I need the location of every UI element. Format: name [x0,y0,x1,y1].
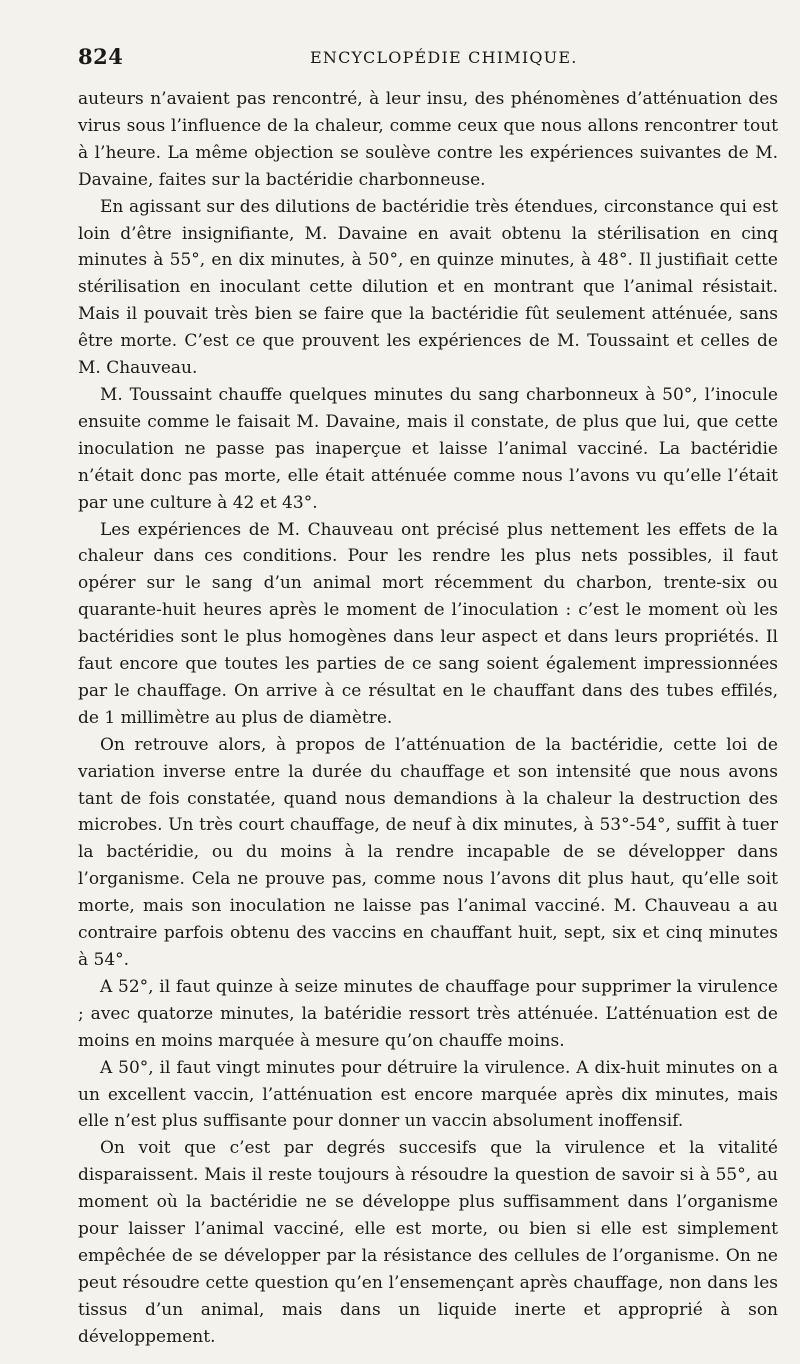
running-title: ENCYCLOPÉDIE CHIMIQUE. [310,48,578,67]
paragraph-toussaint: M. Toussaint chauffe quelques minutes du sang charbonneux à 50°, l’inocule ensuite comme le faisait M. Davaine, mais il constate, de plus que lui, que cette inoculation ne passe pas inaperçue et laisse l’animal vacciné. La bactéridie n’était donc pas morte, elle était atténuée comme nous l’avons vu qu’elle l’était par une culture à 42 et 43°. [78,384,778,513]
body-text [78,86,778,1351]
page-header [78,44,778,74]
paragraph-inverse-variation: On retrouve alors, à propos de l’atténuation de la bactéridie, cette loi de variation inverse entre la durée du chauffage et son intensité que nous avons tant de fois constatée, quand nous demandions à la chaleur la destruction des microbes. Un très court chauffage, de neuf à dix minutes, à 53°-54°, suffit à tuer la bactéridie, ou du moins à la rendre incapable de se développer dans l’organisme. Cela ne prouve pas, comme nous l’avons dit plus haut, qu’elle soit morte, mais son inoculation ne laisse pas l’animal vacciné. M. Chauveau a au contraire parfois obtenu des vaccins en chauffant huit, sept, six et cinq minutes à 54°. [78,734,778,970]
paragraph-continued: auteurs n’avaient pas rencontré, à leur insu, des phénomènes d’atténuation des virus sous l’influence de la chaleur, comme ceux que nous allons rencontrer tout à l’heure. La même objection se soulève contre les expériences suivantes de M. Davaine, faites sur la bactéridie charbonneuse. [78,89,778,190]
paragraph-52-degrees: A 52°, il faut quinze à seize minutes de chauffage pour supprimer la virulence ; avec quatorze minutes, la batéridie ressort très atténuée. L’atténuation est de moins en moins marquée à mesure qu’on chauffe moins. [78,976,778,1051]
page-number: 824 [78,44,124,69]
paragraph-davaine-dilutions: En agissant sur des dilutions de bactéridie très étendues, circonstance qui est loin d’être insignifiante, M. Davaine en avait obtenu la stérilisation en cinq minutes à 55°, en dix minutes, à 50°, en quinze minutes, à 48°. Il justifiait cette stérilisation en inoculant cette dilution et en montrant que l’animal résistait. Mais il pouvait très bien se faire que la bactéridie fût seulement atténuée, sans être morte. C’est ce que prouvent les expériences de M. Toussaint et celles de M. Chauveau. [78,196,778,379]
paragraph-50-degrees: A 50°, il faut vingt minutes pour détruire la virulence. A dix-huit minutes on a un excellent vaccin, l’atténuation est encore marquée après dix minutes, mais elle n’est plus suffisante pour donner un vaccin absolument inoffensif. [78,1057,778,1132]
paragraph-conclusion: On voit que c’est par degrés succesifs que la virulence et la vitalité disparaissent. Mais il reste toujours à résoudre la question de savoir si à 55°, au moment où la bactéridie ne se développe plus suffisamment dans l’organisme pour laisser l’animal vacciné, elle est morte, ou bien si elle est simplement empêchée de se développer par la résistance des cellules de l’organisme. On ne peut résoudre cette question qu’en l’ensemençant après chauffage, non dans les tissus d’un animal, mais dans un liquide inerte et approprié à son développement. [78,1138,778,1347]
paragraph-chauveau-experiments: Les expériences de M. Chauveau ont précisé plus nettement les effets de la chaleur dans ces conditions. Pour les rendre les plus nets possibles, il faut opérer sur le sang d’un animal mort récemment du charbon, trente-six ou quarante-huit heures après le moment de l’inoculation : c’est le moment où les bactéridies sont le plus homogènes dans leur aspect et dans leurs propriétés. Il faut encore que toutes les parties de ce sang soient également impressionnées par le chauffage. On arrive à ce résultat en le chauffant dans des tubes effilés, de 1 millimètre au plus de diamètre. [78,519,778,728]
